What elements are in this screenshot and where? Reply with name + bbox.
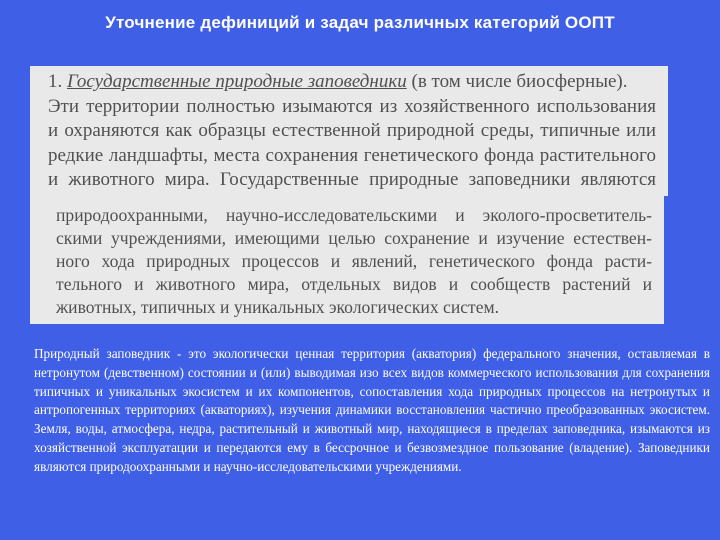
excerpt-line: и охраняются как образцы естественной природной среды, типичные или <box>48 120 656 141</box>
scanned-excerpt-bottom <box>30 196 664 324</box>
excerpt-line: и животного мира. Государственные природные заповедники являются <box>48 169 656 190</box>
excerpt-number: 1. <box>48 71 63 92</box>
scanned-excerpt-top <box>30 66 668 196</box>
excerpt-line: тельного и животного мира, отдельных видов и сообществ растений и <box>56 274 652 294</box>
excerpt-line: редкие ландшафты, места сохранения генетического фонда растительного <box>48 144 656 166</box>
excerpt-heading-line <box>48 70 656 95</box>
excerpt-heading-tail: (в том числе биосферные). <box>411 71 628 92</box>
excerpt-line: скими учреждениями, имеющими целью сохранение и изучение естествен- <box>56 228 652 248</box>
slide-title: Уточнение дефиниций и задач различных категорий ООПТ <box>105 13 615 32</box>
excerpt-line: животных, типичных и уникальных экологических систем. <box>56 297 500 317</box>
excerpt-heading: Государственные природные заповедники <box>67 71 407 92</box>
excerpt-line: природоохранными, научно-исследовательскими и эколого-просветитель- <box>56 205 652 225</box>
excerpt-line: ного хода природных процессов и явлений, генетического фонда расти- <box>56 251 652 271</box>
definition-paragraph: Природный заповедник - это экологически ценная территория (акватория) федерального значения, оставляемая в нетронутом (девственном) состоянии и (или) выводимая изо всех видов коммерческого использования для сохранения типичных и уникальных экосистем и их компонентов, сопоставления хода природных процессов на нетронутых и антропогенных территориях (акваториях), изучения динамики восстановления частично преобразованных экосистем. Земля, воды, атмосфера, недра, растительный и животный мир, находящиеся в пределах заповедника, изымаются из хозяйственной эксплуатации и передаются ему в бессрочное и безвозмездное пользование (владение). Заповедники являются природоохранными и научно-исследовательскими учреждениями. <box>34 346 710 474</box>
excerpt-line: Эти территории полностью изымаются из хозяйственного использования <box>48 95 656 117</box>
